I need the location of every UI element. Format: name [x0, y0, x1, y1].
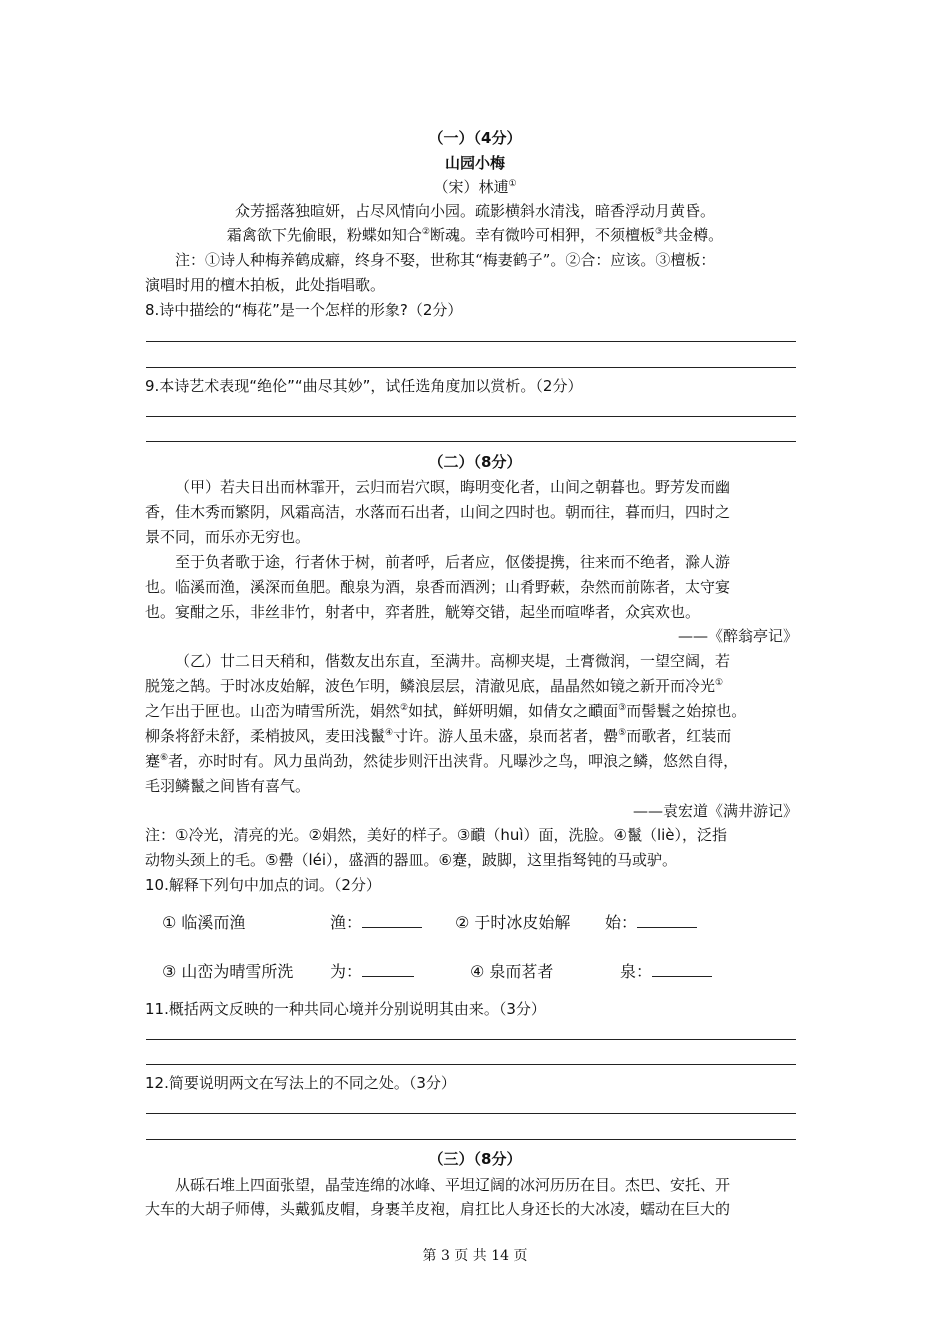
passage-a-line-3: 景不同，而乐亦无穷也。: [145, 528, 311, 546]
option-4-text: ④ 泉而茗者: [470, 962, 554, 981]
passage-a-line-1: （甲）若夫日出而林霏开，云归而岩穴暝，晦明变化者，山间之朝暮也。野芳发而幽: [175, 478, 731, 496]
passage-a-line-6: 也。宴酣之乐，非丝非竹，射者中，弈者胜，觥筹交错，起坐而喧哗者，众宾欢也。: [145, 603, 701, 621]
question-11: 11.概括两文反映的一种共同心境并分别说明其由来。（3分）: [145, 1000, 546, 1018]
passage-b-line-1: （乙）廿二日天稍和，偕数友出东直，至满井。高柳夹堤，土膏微润，一望空阔，若: [175, 652, 731, 670]
passage-b-line-4: 柳条将舒未舒，柔梢披风，麦田浅鬣④寸许。游人虽未盛，泉而茗者，罍⑤而歌者，红装而: [145, 727, 732, 745]
poem-line-2: 霜禽欲下先偷眼，粉蝶如知合②断魂。幸有微吟可相狎，不须檀板③共金樽。: [226, 226, 724, 244]
answer-line-11b[interactable]: [146, 1064, 796, 1065]
question-9: 9.本诗艺术表现“绝伦”“曲尽其妙”，试任选角度加以赏析。（2分）: [145, 377, 583, 395]
option-2-text: ② 于时冰皮始解: [455, 913, 571, 932]
answer-line-9b[interactable]: [146, 441, 796, 442]
question-8: 8.诗中描绘的“梅花”是一个怎样的形象?（2分）: [145, 301, 463, 319]
passage-a-source: ——《醉翁亭记》: [677, 627, 798, 645]
answer-line-12a[interactable]: [146, 1113, 796, 1114]
passage-c-line-2: 大车的大胡子师傅，头戴狐皮帽，身裹羊皮袍，肩扛比人身还长的大冰凌，蠕动在巨大的: [145, 1200, 731, 1218]
answer-line-9a[interactable]: [146, 416, 796, 417]
option-1-answer[interactable]: 渔：: [330, 913, 422, 933]
option-1-text: ① 临溪而渔: [162, 913, 246, 932]
option-2-answer[interactable]: 始：: [605, 913, 697, 933]
question-12: 12.简要说明两文在写法上的不同之处。（3分）: [145, 1074, 456, 1092]
question-10: 10.解释下列句中加点的词。（2分）: [145, 876, 381, 894]
passage-note-1: 注：①冷光，清亮的光。②娟然，美好的样子。③靧（huì）面，洗脸。④鬣（liè），泛指: [145, 826, 728, 844]
poem-author: （宋）林逋①: [433, 178, 517, 196]
passage-note-2: 动物头颈上的毛。⑤罍（léi），盛酒的器皿。⑥蹇，跛脚，这里指驽钝的马或驴。: [145, 851, 677, 869]
poem-note-1: 注：①诗人种梅养鹤成癖，终身不娶，世称其“梅妻鹤子”。②合：应该。③檀板：: [175, 251, 716, 269]
section3-heading: （三）（8分）: [428, 1150, 522, 1168]
passage-a-line-5: 也。临溪而渔，溪深而鱼肥。酿泉为酒，泉香而酒洌；山肴野蔌，杂然而前陈者，太守宴: [145, 578, 731, 596]
passage-b-line-6: 毛羽鳞鬣之间皆有喜气。: [145, 777, 311, 795]
passage-b-line-2: 脱笼之鹄。于时冰皮始解，波色乍明，鳞浪层层，清澈见底，晶晶然如镜之新开而冷光①: [145, 677, 724, 695]
poem-note-2: 演唱时用的檀木拍板，此处指唱歌。: [145, 276, 386, 294]
passage-a-line-4: 至于负者歌于途，行者休于树，前者呼，后者应，伛偻提携，往来而不绝者，滁人游: [175, 553, 731, 571]
answer-line-11a[interactable]: [146, 1039, 796, 1040]
poem-title: 山园小梅: [444, 154, 505, 172]
option-3-text: ③ 山峦为晴雪所洗: [162, 962, 294, 981]
option-3-answer[interactable]: 为：: [330, 962, 414, 982]
option-4-answer[interactable]: 泉：: [620, 962, 712, 982]
passage-b-source: ——袁宏道《满井游记》: [632, 802, 798, 820]
page-footer: 第 3 页 共 14 页: [422, 1248, 528, 1264]
poem-line-1: 众芳摇落独暄妍，占尽风情向小园。疏影横斜水清浅，暗香浮动月黄昏。: [234, 202, 715, 220]
passage-c-line-1: 从砾石堆上四面张望，晶莹连绵的冰峰、平坦辽阔的冰河历历在目。杰巴、安托、开: [175, 1176, 731, 1194]
section1-heading: （一）（4分）: [428, 129, 522, 147]
answer-line-8b[interactable]: [146, 367, 796, 368]
answer-line-8a[interactable]: [146, 341, 796, 342]
passage-a-line-2: 香，佳木秀而繁阴，风霜高洁，水落而石出者，山间之四时也。朝而往，暮而归，四时之: [145, 503, 731, 521]
passage-b-line-3: 之乍出于匣也。山峦为晴雪所洗，娟然②如拭，鲜妍明媚，如倩女之靧面③而髻鬟之始掠也。: [145, 702, 747, 720]
section2-heading: （二）（8分）: [428, 453, 522, 471]
answer-line-12b[interactable]: [146, 1139, 796, 1140]
passage-b-line-5: 蹇⑥者，亦时时有。风力虽尚劲，然徒步则汗出浃背。凡曝沙之鸟，呷浪之鳞，悠然自得，: [145, 752, 739, 770]
